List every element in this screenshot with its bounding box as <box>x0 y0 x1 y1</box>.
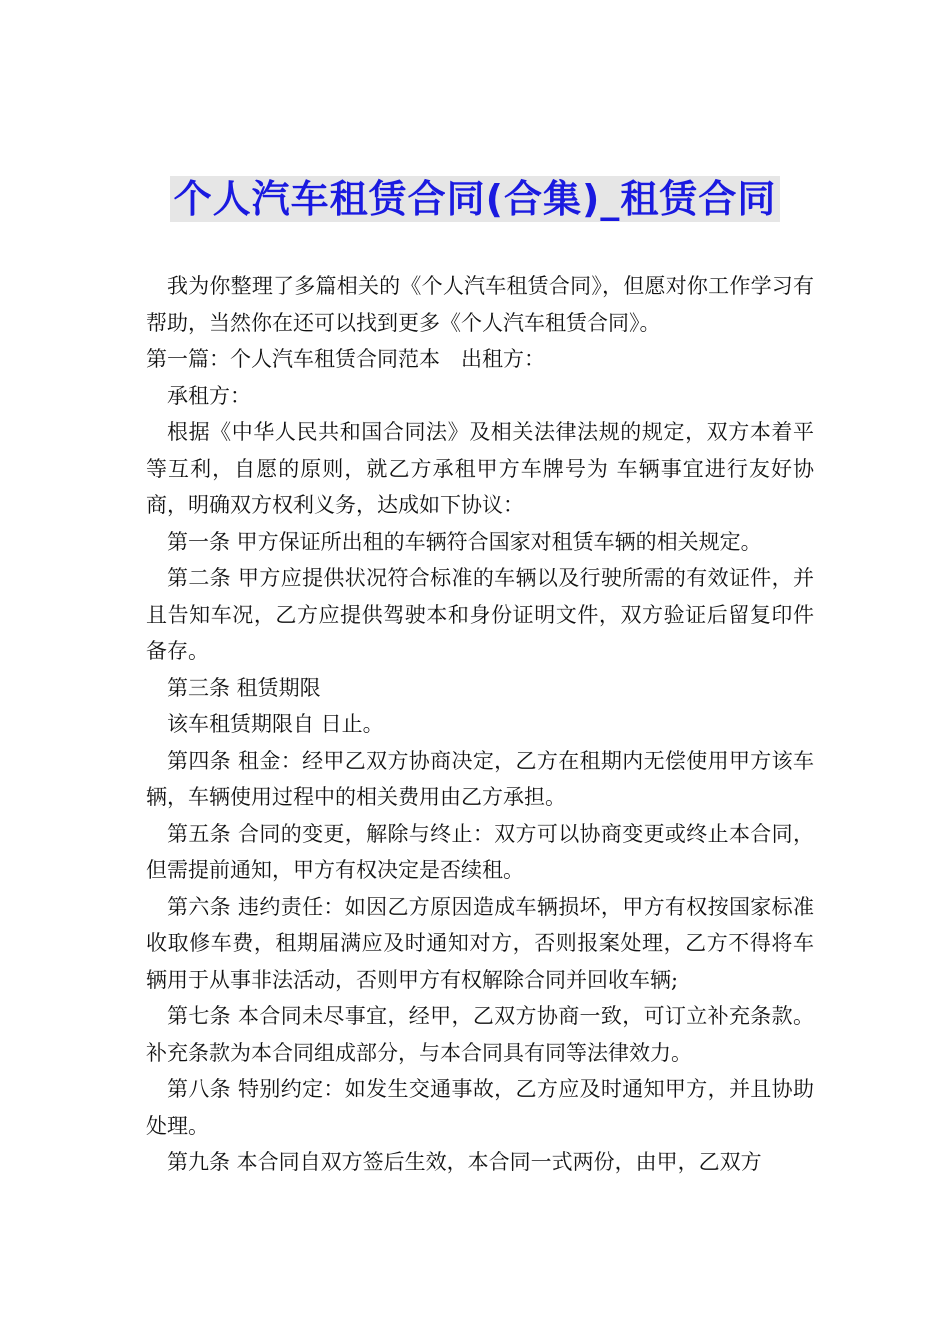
paragraph: 第三条 租赁期限 <box>167 675 321 700</box>
paragraph: 第二条 甲方应提供状况符合标准的车辆以及行驶所需的有效证件，并且告知车况，乙方应提供驾驶本和身份证明文件，双方验证后留复印件备存。 <box>146 566 814 663</box>
paragraph: 第六条 违约责任：如因乙方原因造成车辆损坏，甲方有权按国家标准收取修车费，租期届满应及时通知对方，否则报案处理，乙方不得将车辆用于从事非法活动，否则甲方有权解除合同并回收车辆; <box>146 894 814 992</box>
paragraph: 该车租赁期限自 日止。 <box>167 712 384 736</box>
title-container <box>0 176 950 222</box>
paragraph: 第五条 合同的变更，解除与终止：双方可以协商变更或终止本合同，但需提前通知，甲方有权决定是否续租。 <box>146 821 814 882</box>
paragraph: 根据《中华人民共和国合同法》及相关法律法规的规定，双方本着平等互利，自愿的原则，就乙方承租甲方车牌号为 车辆事宜进行友好协商，明确双方权利义务，达成如下协议： <box>146 420 814 517</box>
document-title: 个人汽车租赁合同(合集)_租赁合同 <box>170 176 781 222</box>
paragraph: 我为你整理了多篇相关的《个人汽车租赁合同》，但愿对你工作学习有帮助，当然你在还可以找到更多《个人汽车租赁合同》。 <box>146 274 814 335</box>
paragraph: 第九条 本合同自双方签后生效，本合同一式两份，由甲，乙双方 <box>167 1150 762 1174</box>
paragraph: 第八条 特别约定：如发生交通事故，乙方应及时通知甲方，并且协助处理。 <box>146 1077 814 1138</box>
document-body <box>146 268 814 1181</box>
paragraph: 第一条 甲方保证所出租的车辆符合国家对租赁车辆的相关规定。 <box>167 529 762 554</box>
paragraph: 承租方： <box>167 383 251 408</box>
paragraph: 第一篇：个人汽车租赁合同范本 出租方： <box>146 347 545 371</box>
paragraph: 第四条 租金：经甲乙双方协商决定，乙方在租期内无偿使用甲方该车辆，车辆使用过程中的相关费用由乙方承担。 <box>146 748 814 809</box>
paragraph: 第七条 本合同未尽事宜，经甲，乙双方协商一致，可订立补充条款。补充条款为本合同组成部分，与本合同具有同等法律效力。 <box>146 1004 814 1065</box>
